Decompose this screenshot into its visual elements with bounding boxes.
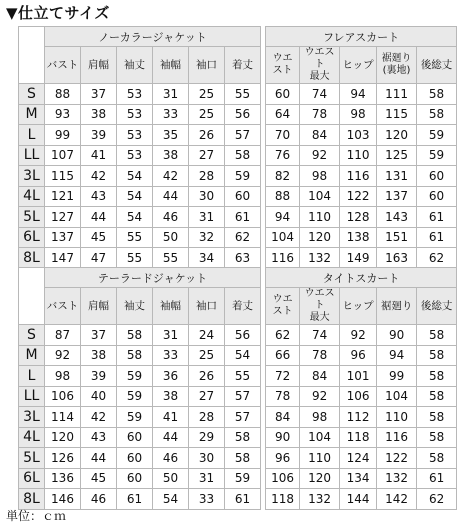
value-cell: 32 [189, 227, 225, 248]
value-cell: 43 [81, 186, 117, 207]
value-cell: 99 [45, 125, 81, 146]
value-cell: 120 [300, 468, 340, 489]
column-header: 袖口 [189, 288, 225, 325]
jacket-group-header: ノーカラージャケット [45, 27, 261, 47]
value-cell: 58 [417, 407, 457, 428]
value-cell: 87 [45, 325, 81, 346]
skirt-group-header: タイトスカート [266, 268, 457, 288]
table-row [19, 468, 457, 489]
value-cell: 120 [300, 227, 340, 248]
value-cell: 27 [189, 145, 225, 166]
value-cell: 94 [340, 84, 377, 105]
value-cell: 142 [377, 489, 417, 510]
size-label: L [19, 125, 45, 146]
value-cell: 53 [117, 84, 153, 105]
value-cell: 121 [45, 186, 81, 207]
value-cell: 110 [340, 145, 377, 166]
value-cell: 76 [266, 145, 300, 166]
value-cell: 82 [266, 166, 300, 187]
value-cell: 66 [266, 345, 300, 366]
value-cell: 45 [81, 227, 117, 248]
value-cell: 28 [189, 407, 225, 428]
size-label: S [19, 84, 45, 105]
size-label: 8L [19, 489, 45, 510]
value-cell: 54 [117, 207, 153, 228]
value-cell: 124 [340, 448, 377, 469]
value-cell: 163 [377, 248, 417, 269]
value-cell: 30 [189, 448, 225, 469]
value-cell: 92 [300, 386, 340, 407]
value-cell: 25 [189, 104, 225, 125]
table-row [19, 345, 457, 366]
value-cell: 40 [81, 386, 117, 407]
table-row [19, 366, 457, 387]
table-row [19, 489, 457, 510]
value-cell: 110 [377, 407, 417, 428]
column-header: 袖幅 [153, 288, 189, 325]
value-cell: 47 [81, 248, 117, 269]
value-cell: 98 [45, 366, 81, 387]
column-header: 裾廻り [377, 288, 417, 325]
value-cell: 60 [417, 166, 457, 187]
size-label: 5L [19, 448, 45, 469]
value-cell: 60 [117, 468, 153, 489]
value-cell: 42 [81, 407, 117, 428]
value-cell: 70 [266, 125, 300, 146]
value-cell: 60 [225, 186, 261, 207]
value-cell: 58 [117, 325, 153, 346]
value-cell: 78 [300, 345, 340, 366]
column-header: 着丈 [225, 47, 261, 84]
value-cell: 58 [417, 448, 457, 469]
column-header: 肩幅 [81, 47, 117, 84]
value-cell: 90 [377, 325, 417, 346]
value-cell: 28 [189, 166, 225, 187]
column-header: バスト [45, 288, 81, 325]
value-cell: 94 [266, 207, 300, 228]
value-cell: 42 [153, 166, 189, 187]
value-cell: 62 [225, 227, 261, 248]
value-cell: 41 [153, 407, 189, 428]
corner-cell [19, 27, 45, 84]
size-label: 4L [19, 186, 45, 207]
value-cell: 54 [225, 345, 261, 366]
value-cell: 44 [153, 427, 189, 448]
column-header: 袖丈 [117, 47, 153, 84]
value-cell: 88 [266, 186, 300, 207]
value-cell: 61 [417, 468, 457, 489]
column-header: ヒップ [340, 47, 377, 84]
value-cell: 84 [300, 366, 340, 387]
value-cell: 55 [225, 84, 261, 105]
value-cell: 31 [189, 468, 225, 489]
table-row [19, 207, 457, 228]
value-cell: 59 [417, 145, 457, 166]
value-cell: 46 [81, 489, 117, 510]
column-header: ウエ スト [266, 288, 300, 325]
unit-note: 単位：ｃｍ [6, 509, 67, 523]
column-header: 袖口 [189, 47, 225, 84]
value-cell: 143 [377, 207, 417, 228]
value-cell: 37 [81, 84, 117, 105]
value-cell: 125 [377, 145, 417, 166]
value-cell: 132 [300, 489, 340, 510]
value-cell: 53 [117, 145, 153, 166]
size-label: 4L [19, 427, 45, 448]
value-cell: 57 [225, 407, 261, 428]
value-cell: 58 [225, 448, 261, 469]
value-cell: 25 [189, 84, 225, 105]
value-cell: 60 [417, 186, 457, 207]
jacket-group-header: テーラードジャケット [45, 268, 261, 288]
value-cell: 44 [81, 207, 117, 228]
corner-cell [19, 268, 45, 325]
value-cell: 59 [225, 166, 261, 187]
value-cell: 106 [266, 468, 300, 489]
value-cell: 151 [377, 227, 417, 248]
size-label: S [19, 325, 45, 346]
size-label: 6L [19, 227, 45, 248]
value-cell: 118 [340, 427, 377, 448]
size-label: 5L [19, 207, 45, 228]
size-label: 3L [19, 407, 45, 428]
value-cell: 120 [377, 125, 417, 146]
column-header: 後総丈 [417, 288, 457, 325]
value-cell: 98 [300, 166, 340, 187]
value-cell: 99 [377, 366, 417, 387]
column-header: 裾廻り (裏地) [377, 47, 417, 84]
value-cell: 31 [153, 84, 189, 105]
value-cell: 46 [153, 448, 189, 469]
table-row [19, 145, 457, 166]
size-label: LL [19, 145, 45, 166]
value-cell: 115 [377, 104, 417, 125]
table-row [19, 166, 457, 187]
size-label: 6L [19, 468, 45, 489]
value-cell: 33 [189, 489, 225, 510]
value-cell: 31 [153, 325, 189, 346]
value-cell: 35 [153, 125, 189, 146]
value-cell: 61 [417, 207, 457, 228]
value-cell: 24 [189, 325, 225, 346]
table-row [19, 125, 457, 146]
table-row [19, 84, 457, 105]
size-label: M [19, 345, 45, 366]
value-cell: 55 [153, 248, 189, 269]
value-cell: 41 [81, 145, 117, 166]
value-cell: 74 [300, 325, 340, 346]
value-cell: 53 [117, 125, 153, 146]
value-cell: 54 [153, 489, 189, 510]
value-cell: 30 [189, 186, 225, 207]
table-row [19, 248, 457, 269]
value-cell: 62 [266, 325, 300, 346]
value-cell: 58 [225, 427, 261, 448]
value-cell: 43 [81, 427, 117, 448]
value-cell: 84 [266, 407, 300, 428]
value-cell: 57 [225, 125, 261, 146]
value-cell: 36 [153, 366, 189, 387]
value-cell: 147 [45, 248, 81, 269]
value-cell: 92 [300, 145, 340, 166]
value-cell: 38 [81, 104, 117, 125]
value-cell: 98 [340, 104, 377, 125]
value-cell: 59 [117, 366, 153, 387]
value-cell: 44 [81, 448, 117, 469]
value-cell: 104 [300, 427, 340, 448]
table-row [19, 407, 457, 428]
column-header: 後総丈 [417, 47, 457, 84]
value-cell: 138 [340, 227, 377, 248]
value-cell: 149 [340, 248, 377, 269]
value-cell: 94 [377, 345, 417, 366]
value-cell: 45 [81, 468, 117, 489]
value-cell: 78 [266, 386, 300, 407]
table-row [19, 448, 457, 469]
value-cell: 120 [45, 427, 81, 448]
value-cell: 93 [45, 104, 81, 125]
value-cell: 46 [153, 207, 189, 228]
size-label: M [19, 104, 45, 125]
value-cell: 96 [266, 448, 300, 469]
table-row [19, 386, 457, 407]
value-cell: 116 [377, 427, 417, 448]
column-header: 着丈 [225, 288, 261, 325]
value-cell: 90 [266, 427, 300, 448]
column-header: 肩幅 [81, 288, 117, 325]
value-cell: 64 [266, 104, 300, 125]
value-cell: 39 [81, 366, 117, 387]
value-cell: 144 [340, 489, 377, 510]
value-cell: 33 [153, 345, 189, 366]
value-cell: 38 [81, 345, 117, 366]
size-label: 3L [19, 166, 45, 187]
value-cell: 58 [117, 345, 153, 366]
value-cell: 110 [300, 207, 340, 228]
value-cell: 55 [117, 248, 153, 269]
page-title: ▼仕立てサイズ [6, 4, 110, 22]
value-cell: 88 [45, 84, 81, 105]
value-cell: 126 [45, 448, 81, 469]
table-row [19, 186, 457, 207]
value-cell: 57 [225, 386, 261, 407]
value-cell: 58 [417, 427, 457, 448]
value-cell: 92 [45, 345, 81, 366]
table-row [19, 227, 457, 248]
value-cell: 127 [45, 207, 81, 228]
value-cell: 128 [340, 207, 377, 228]
table-row [19, 427, 457, 448]
value-cell: 101 [340, 366, 377, 387]
value-cell: 92 [340, 325, 377, 346]
value-cell: 38 [153, 386, 189, 407]
value-cell: 50 [153, 468, 189, 489]
value-cell: 62 [417, 489, 457, 510]
value-cell: 116 [340, 166, 377, 187]
value-cell: 112 [340, 407, 377, 428]
value-cell: 111 [377, 84, 417, 105]
column-header: ヒップ [340, 288, 377, 325]
value-cell: 33 [153, 104, 189, 125]
value-cell: 58 [225, 145, 261, 166]
value-cell: 25 [189, 345, 225, 366]
value-cell: 118 [266, 489, 300, 510]
value-cell: 58 [417, 325, 457, 346]
value-cell: 137 [377, 186, 417, 207]
value-cell: 60 [117, 427, 153, 448]
value-cell: 26 [189, 125, 225, 146]
value-cell: 34 [189, 248, 225, 269]
size-table-2 [18, 267, 457, 510]
value-cell: 132 [300, 248, 340, 269]
value-cell: 137 [45, 227, 81, 248]
value-cell: 104 [377, 386, 417, 407]
value-cell: 132 [377, 468, 417, 489]
value-cell: 31 [189, 207, 225, 228]
size-label: L [19, 366, 45, 387]
value-cell: 58 [417, 366, 457, 387]
size-label: LL [19, 386, 45, 407]
value-cell: 104 [266, 227, 300, 248]
value-cell: 107 [45, 145, 81, 166]
value-cell: 96 [340, 345, 377, 366]
value-cell: 60 [266, 84, 300, 105]
value-cell: 55 [225, 366, 261, 387]
value-cell: 39 [81, 125, 117, 146]
value-cell: 59 [225, 468, 261, 489]
value-cell: 115 [45, 166, 81, 187]
column-header: 袖幅 [153, 47, 189, 84]
value-cell: 59 [117, 386, 153, 407]
value-cell: 56 [225, 104, 261, 125]
value-cell: 131 [377, 166, 417, 187]
value-cell: 134 [340, 468, 377, 489]
value-cell: 42 [81, 166, 117, 187]
value-cell: 55 [117, 227, 153, 248]
column-header: バスト [45, 47, 81, 84]
value-cell: 62 [417, 248, 457, 269]
value-cell: 60 [117, 448, 153, 469]
value-cell: 53 [117, 104, 153, 125]
value-cell: 122 [377, 448, 417, 469]
value-cell: 29 [189, 427, 225, 448]
value-cell: 56 [225, 325, 261, 346]
value-cell: 50 [153, 227, 189, 248]
column-header: ウエ スト [266, 47, 300, 84]
value-cell: 26 [189, 366, 225, 387]
column-header: 袖丈 [117, 288, 153, 325]
value-cell: 74 [300, 84, 340, 105]
value-cell: 146 [45, 489, 81, 510]
value-cell: 61 [117, 489, 153, 510]
size-label: 8L [19, 248, 45, 269]
value-cell: 59 [117, 407, 153, 428]
value-cell: 136 [45, 468, 81, 489]
value-cell: 104 [300, 186, 340, 207]
value-cell: 58 [417, 104, 457, 125]
value-cell: 106 [340, 386, 377, 407]
value-cell: 58 [417, 386, 457, 407]
value-cell: 54 [117, 186, 153, 207]
table-row [19, 104, 457, 125]
value-cell: 44 [153, 186, 189, 207]
value-cell: 72 [266, 366, 300, 387]
value-cell: 106 [45, 386, 81, 407]
value-cell: 54 [117, 166, 153, 187]
value-cell: 114 [45, 407, 81, 428]
value-cell: 61 [417, 227, 457, 248]
value-cell: 58 [417, 345, 457, 366]
table-row [19, 325, 457, 346]
value-cell: 38 [153, 145, 189, 166]
value-cell: 63 [225, 248, 261, 269]
value-cell: 61 [225, 207, 261, 228]
value-cell: 116 [266, 248, 300, 269]
skirt-group-header: フレアスカート [266, 27, 457, 47]
value-cell: 98 [300, 407, 340, 428]
value-cell: 84 [300, 125, 340, 146]
column-header: ウエスト 最大 [300, 288, 340, 325]
value-cell: 58 [417, 84, 457, 105]
value-cell: 27 [189, 386, 225, 407]
value-cell: 61 [225, 489, 261, 510]
value-cell: 103 [340, 125, 377, 146]
value-cell: 78 [300, 104, 340, 125]
size-table-1 [18, 26, 457, 269]
value-cell: 59 [417, 125, 457, 146]
column-header: ウエスト 最大 [300, 47, 340, 84]
value-cell: 110 [300, 448, 340, 469]
value-cell: 122 [340, 186, 377, 207]
value-cell: 37 [81, 325, 117, 346]
